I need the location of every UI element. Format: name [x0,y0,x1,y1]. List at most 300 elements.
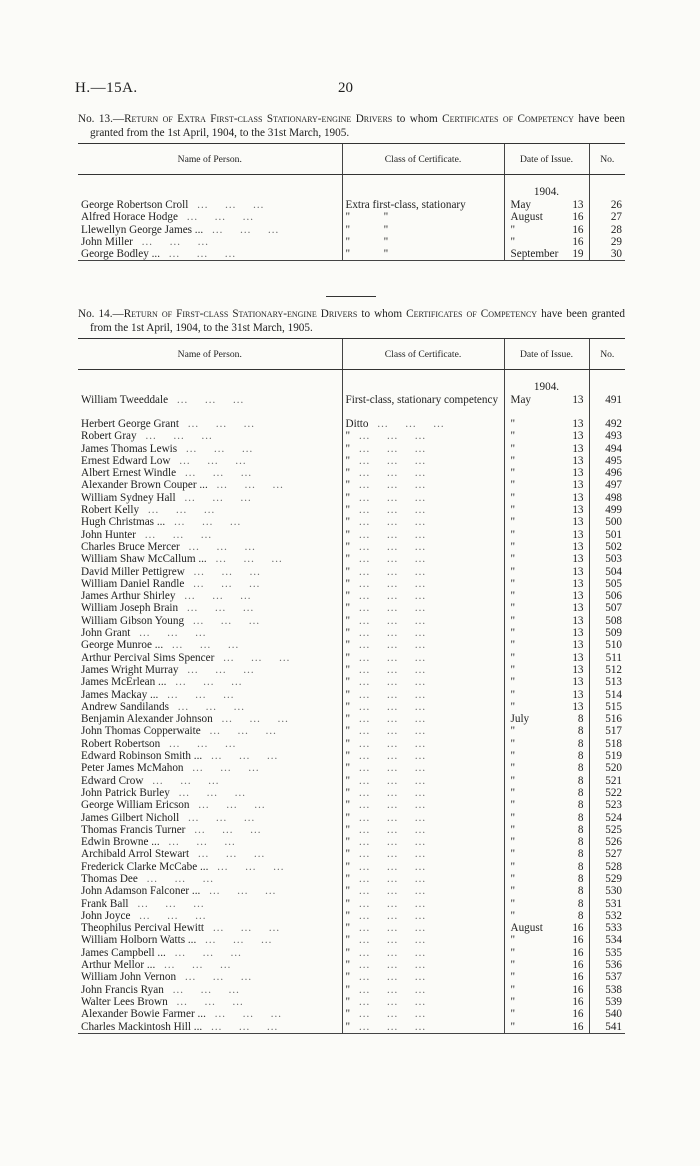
certificate-class: " … … … [342,824,504,836]
person-name: William Tweeddale … … … [81,394,244,406]
dot-leader: … … … [138,528,212,541]
table-row [78,602,625,614]
issue-date: " 8 [504,725,589,737]
issue-date: " 13 [504,578,589,590]
dot-leader: … … … [140,872,214,885]
table-row [78,812,625,824]
table-row [78,615,625,627]
table-row [78,443,625,455]
issue-date: " 13 [504,418,589,430]
table-row [78,211,625,223]
certificate-number: 29 [589,236,625,248]
dot-leader: … … … [350,823,426,836]
person-name: Robert Gray … … … [81,430,213,443]
table-row [78,848,625,860]
table-row [78,492,625,504]
table14-header-class: Class of Certificate. [342,339,504,370]
issue-date: " 13 [504,615,589,627]
certificate-class: First-class, stationary competency [342,394,504,418]
certificate-class: " … … … [342,541,504,553]
person-name: Edwin Browne ... … … … [81,836,236,849]
dot-leader: … … … [165,639,239,652]
dot-leader: … … … [188,823,261,836]
person-name: Peter James McMahon … … … [81,762,260,775]
dot-leader: … … … [191,848,265,861]
issue-date: " 13 [504,689,589,701]
dot-leader: … … … [350,442,426,455]
issue-date: " 16 [504,947,589,959]
person-name: David Miller Pettigrew … … … [81,565,261,578]
dot-leader: … … … [171,700,245,713]
certificate-class: " … … … [342,861,504,873]
dot-leader: … … … [350,786,426,799]
issue-date: " 16 [504,1008,589,1020]
dot-leader: … … … [178,467,252,480]
certificate-number: 538 [589,984,625,996]
dot-leader: … … … [350,491,426,504]
dot-leader: … … … [350,946,426,959]
table-row [78,224,625,236]
dot-leader: … … … [181,811,255,824]
issue-date: " 8 [504,738,589,750]
certificate-class: " … … … [342,689,504,701]
table-row [78,1021,625,1034]
certificate-class: " … … … [342,812,504,824]
certificate-class: " … … … [342,676,504,688]
table13-caption-number: No. 13.— [78,113,125,125]
person-name: Frederick Clarke McCabe ... … … … [81,860,284,873]
table13-header-row [78,144,625,175]
dot-leader: … … … [172,786,246,799]
table13-header-no: No. [589,144,625,175]
table-row [78,418,625,430]
table14-year-row [78,381,625,394]
certificate-number: 521 [589,775,625,787]
certificate-number: 533 [589,922,625,934]
dot-leader: … … … [203,725,277,738]
person-name: William Daniel Randle … … … [81,577,260,590]
issue-date: " 13 [504,430,589,442]
dot-leader: … … … [180,602,254,615]
issue-date: " 16 [504,1021,589,1034]
dot-leader: … … … [350,774,426,787]
dot-leader: … … … [350,590,426,603]
table-row [78,553,625,565]
certificate-number: 503 [589,553,625,565]
person-name: John Joyce … … … [81,909,206,922]
table13-caption [78,112,625,140]
dot-leader: … … … [187,577,260,590]
person-name: Robert Kelly … … … [81,504,215,517]
dot-leader: … … … [162,836,236,849]
table-row [78,578,625,590]
person-name: Theophilus Percival Hewitt … … … [81,922,280,935]
issue-date: " 16 [504,996,589,1008]
dot-leader: … … … [350,467,426,480]
certificate-number: 510 [589,639,625,651]
dot-leader: … … … [178,971,252,984]
page-header [75,80,625,100]
table-row [78,873,625,885]
issue-date: " 8 [504,787,589,799]
certificate-class: " … … … [342,516,504,528]
dot-leader: … … … [206,922,280,935]
person-name: Archibald Arrol Stewart … … … [81,848,265,861]
person-name: Frank Ball … … … [81,897,205,910]
table-row [78,984,625,996]
issue-date: " 13 [504,541,589,553]
issue-date: " 13 [504,676,589,688]
table13-header-class: Class of Certificate. [342,144,504,175]
dot-leader: … … … [350,676,426,689]
person-name: Charles Bruce Mercer … … … [81,540,256,553]
certificate-class: " … … … [342,885,504,897]
certificate-class: " … … … [342,762,504,774]
issue-date: " 8 [504,812,589,824]
dot-leader: … … … [208,1008,282,1021]
issue-date: July 8 [504,713,589,725]
person-name: Andrew Sandilands … … … [81,700,245,713]
dot-leader: … … … [350,922,426,935]
issue-date: " 13 [504,639,589,651]
issue-date: " 8 [504,836,589,848]
table13-header-date: Date of Issue. [504,144,589,175]
person-name: James McErlean ... … … … [81,676,242,689]
table-row [78,467,625,479]
dot-leader: … … … [350,983,426,996]
person-name: George William Ericson … … … [81,799,266,812]
dot-leader: … … … [161,688,234,701]
person-name: Edward Robinson Smith ... … … … [81,750,278,763]
certificate-number: 492 [589,418,625,430]
issue-date: " 13 [504,701,589,713]
certificate-number: 519 [589,750,625,762]
certificate-number: 501 [589,529,625,541]
dot-leader: … … … [131,897,205,910]
issue-date: " 13 [504,516,589,528]
certificate-number: 499 [589,504,625,516]
issue-date: " 13 [504,479,589,491]
issue-date: " 13 [504,443,589,455]
table-row [78,236,625,248]
dot-leader: … … … [169,676,242,689]
certificate-number: 540 [589,1008,625,1020]
certificate-number: 513 [589,676,625,688]
certificate-class: " … … … [342,934,504,946]
dot-leader: … … … [191,199,264,211]
dot-leader: … … … [168,946,242,959]
certificate-class: " " [342,211,504,223]
certificate-number: 541 [589,1021,625,1034]
certificate-number: 527 [589,848,625,860]
dot-leader: … … … [163,737,236,750]
table-row [78,885,625,897]
certificate-class: " … … … [342,775,504,787]
certificate-class: " … … … [342,529,504,541]
dot-leader: … … … [139,430,213,443]
issue-date: September 19 [504,248,589,261]
person-name: John Thomas Copperwaite … … … [81,725,277,738]
certificate-number: 512 [589,664,625,676]
person-name: Edward Crow … … … [81,774,219,787]
person-name: Albert Ernest Windle … … … [81,467,252,480]
certificate-number: 516 [589,713,625,725]
certificate-class: " … … … [342,738,504,750]
certificate-number: 493 [589,430,625,442]
person-name: John Francis Ryan … … … [81,983,240,996]
issue-date: " 8 [504,885,589,897]
table-row [78,824,625,836]
certificate-class: " … … … [342,996,504,1008]
certificate-number: 539 [589,996,625,1008]
issue-date: " 8 [504,848,589,860]
issue-date: " 8 [504,799,589,811]
table14-caption-title: Return of First-class Stationary-engine Drivers [123,308,358,320]
dot-leader: … … … [350,651,426,664]
certificate-class: " … … … [342,836,504,848]
table-row [78,836,625,848]
dot-leader: … … … [350,872,426,885]
dot-leader: … … … [135,235,209,248]
dot-leader: … … … [350,454,426,467]
person-name: James Arthur Shirley … … … [81,590,251,603]
table13 [78,143,625,261]
certificate-number: 505 [589,578,625,590]
certificate-class: " … … … [342,430,504,442]
table14-caption-mid: to whom [357,308,407,320]
certificate-class: " … … … [342,615,504,627]
dot-leader: … … … [205,750,278,763]
person-name: James Campbell ... … … … [81,946,242,959]
certificate-number: 526 [589,836,625,848]
certificate-class: " … … … [342,1008,504,1020]
person-name: John Hunter … … … [81,528,212,541]
person-name: Hugh Christmas ... … … … [81,516,241,529]
issue-date: " 13 [504,602,589,614]
dot-leader: … … … [350,553,426,566]
certificate-class: " … … … [342,947,504,959]
certificate-number: 531 [589,898,625,910]
person-name: James Mackay ... … … … [81,688,234,701]
dot-leader: … … … [186,762,260,775]
table-row [78,725,625,737]
issue-date: " 16 [504,934,589,946]
person-name: John Miller … … … [81,235,209,248]
table-row [78,529,625,541]
table-row [78,762,625,774]
table-row [78,541,625,553]
table-row [78,738,625,750]
table14-header-no: No. [589,339,625,370]
certificate-number: 517 [589,725,625,737]
person-name: Llewellyn George James ... … … … [81,223,279,236]
person-name: Robert Robertson … … … [81,737,236,750]
dot-leader: … … … [178,491,252,504]
issue-date: " 13 [504,553,589,565]
table14-caption-period: have been granted from the 1st April, 1904, to the 31st March, 1905. [90,308,625,334]
table-row [78,922,625,934]
certificate-number: 507 [589,602,625,614]
certificate-number: 496 [589,467,625,479]
certificate-number: 30 [589,248,625,261]
person-name: Ernest Edward Low … … … [81,454,246,467]
certificate-number: 536 [589,959,625,971]
issue-date: " 13 [504,590,589,602]
person-name: Herbert George Grant … … … [81,418,255,430]
certificate-number: 28 [589,224,625,236]
certificate-number: 26 [589,199,625,211]
dot-leader: … … … [350,1020,426,1033]
table-row [78,775,625,787]
table13-caption-mid: to whom [392,113,443,125]
issue-date: " 16 [504,984,589,996]
certificate-class: " … … … [342,787,504,799]
certificate-class: " … … … [342,578,504,590]
dot-leader: … … … [350,909,426,922]
dot-leader: … … … [210,479,284,492]
person-name: William Sydney Hall … … … [81,491,252,504]
table14-year: 1904. [504,381,589,394]
table-row [78,430,625,442]
dot-leader: … … … [133,909,206,922]
issue-date: " 13 [504,504,589,516]
table14-caption [78,307,625,335]
table-row [78,947,625,959]
dot-leader: … … … [158,959,231,972]
person-name: George Munroe ... … … … [81,639,239,652]
table-row [78,898,625,910]
table-row [78,750,625,762]
table14-caption-number: No. 14.— [78,308,124,320]
dot-leader: … … … [350,614,426,627]
issue-date: " 13 [504,652,589,664]
issue-date: " 8 [504,762,589,774]
issue-date: " 13 [504,529,589,541]
table-row [78,455,625,467]
dot-leader: … … … [350,700,426,713]
certificate-class: " … … … [342,652,504,664]
issue-date: August 16 [504,211,589,223]
table-row [78,199,625,211]
certificate-class: " … … … [342,898,504,910]
person-name: Walter Lees Brown … … … [81,995,244,1008]
dot-leader: … … … [350,479,426,492]
person-name: Charles Mackintosh Hill ... … … … [78,1021,342,1034]
table14-header-name: Name of Person. [78,339,342,370]
issue-date: " 8 [504,910,589,922]
certificate-class: " … … … [342,479,504,491]
dot-leader: … … … [350,971,426,984]
certificate-number: 514 [589,689,625,701]
certificate-class: " … … … [342,492,504,504]
certificate-class: " … … … [342,799,504,811]
certificate-number: 495 [589,455,625,467]
certificate-number: 498 [589,492,625,504]
certificate-number: 509 [589,627,625,639]
issue-date: " 8 [504,750,589,762]
person-name: George Robertson Croll … … … [81,199,264,211]
table14-header-date: Date of Issue. [504,339,589,370]
page-number: 20 [338,80,353,96]
certificate-class: " … … … [342,922,504,934]
certificate-number: 497 [589,479,625,491]
certificate-number: 522 [589,787,625,799]
dot-leader: … … … [350,1008,426,1021]
table-row [78,910,625,922]
dot-leader: … … … [146,774,219,787]
dot-leader: … … … [350,737,426,750]
certificate-class: " … … … [342,713,504,725]
table14 [78,338,625,1034]
certificate-number: 532 [589,910,625,922]
certificate-number: 511 [589,652,625,664]
dot-leader: … … … [209,553,283,566]
issue-date: " 16 [504,959,589,971]
certificate-number: 502 [589,541,625,553]
certificate-class: " … … … [342,443,504,455]
dot-leader: … … … [179,442,253,455]
dot-leader: … … … [350,725,426,738]
person-name: Thomas Francis Turner … … … [81,823,261,836]
table-row [78,504,625,516]
dot-leader: … … … [350,430,426,443]
dot-leader: … … … [180,211,254,224]
certificate-number: 520 [589,762,625,774]
person-name: William Holborn Watts ... … … … [81,934,272,947]
table-row [78,652,625,664]
certificate-class: " … … … [342,725,504,737]
issue-date: " 13 [504,627,589,639]
issue-date: " 13 [504,566,589,578]
certificate-number: 524 [589,812,625,824]
certificate-number: 529 [589,873,625,885]
table-row [78,566,625,578]
table-row [78,394,625,418]
table-row [78,787,625,799]
issue-date: May 13 [504,199,589,211]
certificate-number: 537 [589,971,625,983]
certificate-class: " … … … [342,959,504,971]
table-row [78,959,625,971]
dot-leader: … … … [350,885,426,898]
dot-leader: … … … [350,528,426,541]
person-name: Arthur Percival Sims Spencer … … … [81,651,290,664]
certificate-class: " … … … [342,664,504,676]
certificate-class: " … … … [342,639,504,651]
certificate-class: Ditto … … … [342,418,504,430]
dot-leader: … … … [217,651,290,664]
certificate-number: 508 [589,615,625,627]
certificate-class: " … … … [342,627,504,639]
issue-date: " 8 [504,824,589,836]
dot-leader: … … … [350,848,426,861]
dot-leader: … … … [206,223,279,236]
person-name: James Thomas Lewis … … … [81,442,253,455]
dot-leader: … … … [181,663,255,676]
issue-date: " 16 [504,236,589,248]
certificate-number: 504 [589,566,625,578]
section-divider [326,296,376,297]
person-name: John Patrick Burley … … … [81,786,246,799]
dot-leader: … … … [168,516,241,529]
issue-date: August 16 [504,922,589,934]
issue-date: " 8 [504,775,589,787]
dot-leader: … … … [350,750,426,763]
dot-leader: … … … [199,934,272,947]
issue-date: May 13 [504,394,589,418]
certificate-class: " … … … [342,1021,504,1034]
certificate-class: " … … … [342,504,504,516]
